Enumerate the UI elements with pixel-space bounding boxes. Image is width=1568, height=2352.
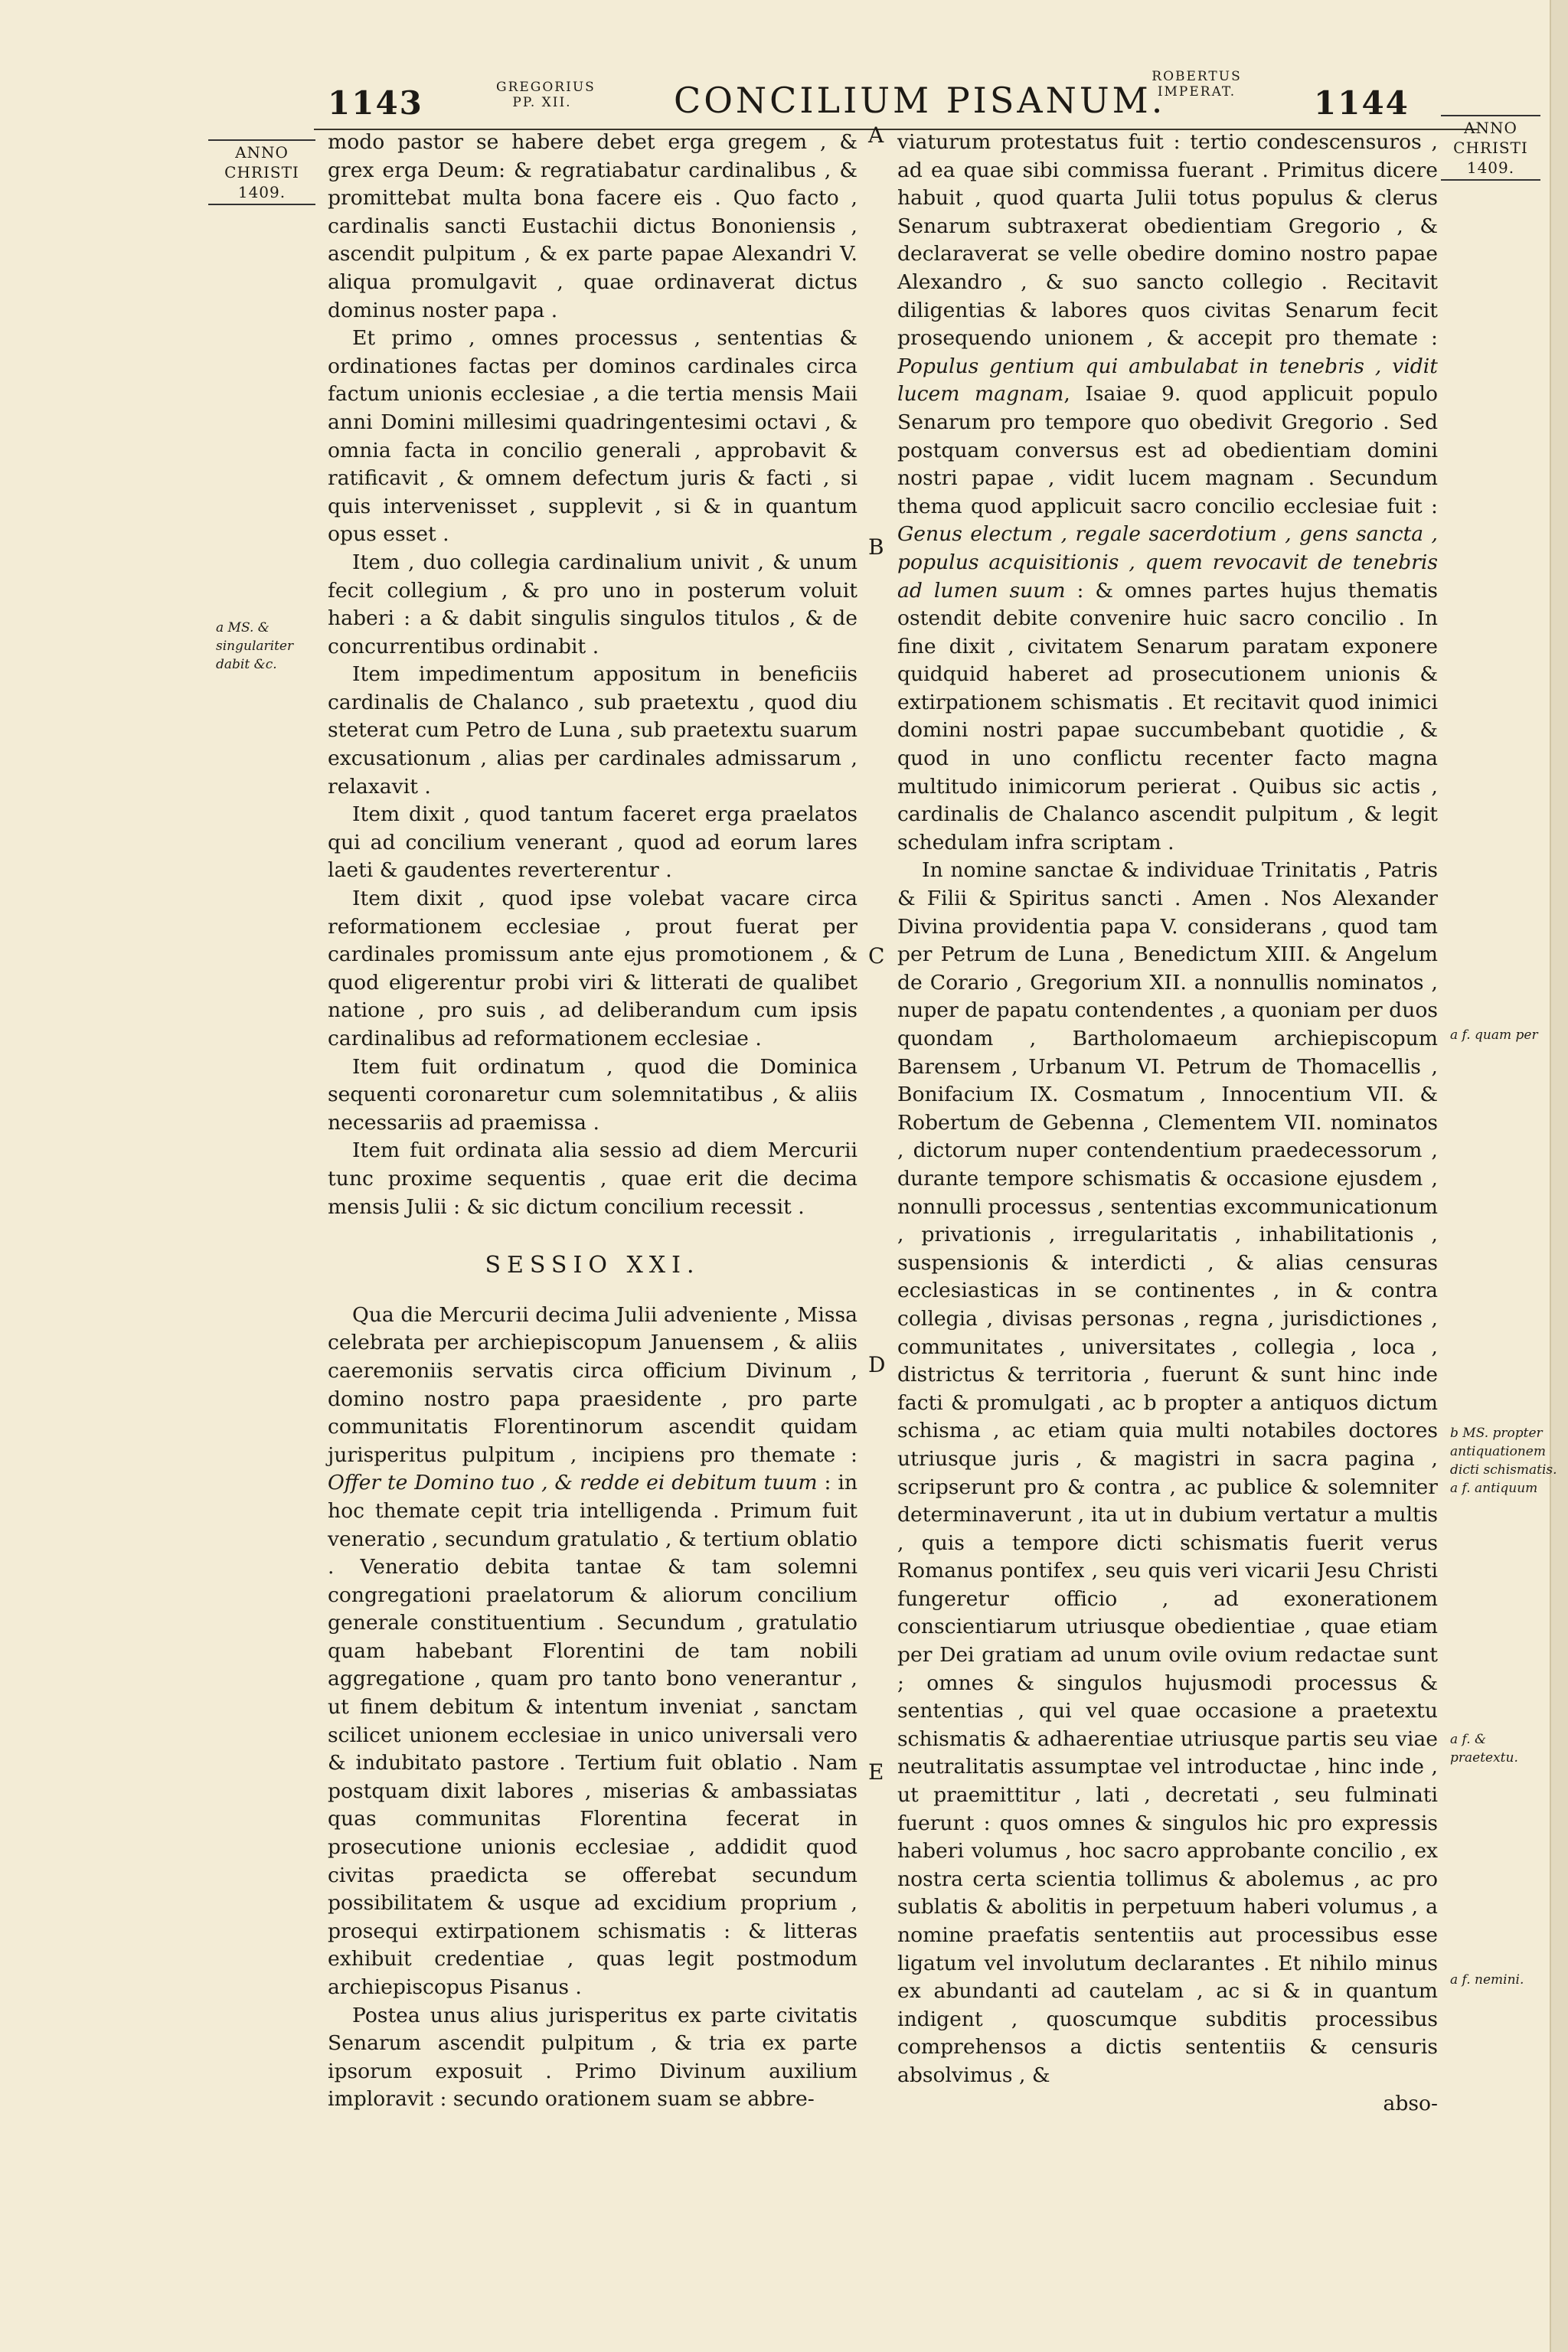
margin-note-right-1: a f. quam per <box>1450 1027 1538 1043</box>
catchword: abso- <box>1383 2091 1438 2115</box>
margin-note-right-4: a f. nemini. <box>1450 1972 1524 1988</box>
paragraph: Et primo , omnes processus , sententias & ordinationes factas per dominos cardinales circa factum unionis ecclesiae , a die tertia mensis Maii anni Domini millesimi quadringentesimi octavi , & omnia facta in concilio generali , approbavit & ratificavit , & omnem defectum juris & facti , si quis intervenisset , supplevit , si & in quantum opus esset . <box>328 326 858 547</box>
paragraph: Item dixit , quod tantum faceret erga praelatos qui ad concilium venerant , quod ad eorum lares laeti & gaudentes reverterentur . <box>328 802 858 883</box>
text-run: , Isaiae 9. quod applicuit populo Senarum pro tempore quo obedivit Gregorio . Sed postquam conversus est ad obedientiam domini nostri papae , vidit lucem magnam . Secundum thema quod applicuit sacro concilio ecclesiae fuit : <box>897 382 1438 518</box>
left-page-number: 1143 <box>328 84 423 122</box>
theme-quote: Populus gentium qui ambulabat in tenebris , vidit lucem magnam <box>897 354 1438 407</box>
right-year-label: ANNO CHRISTI 1409. <box>1441 115 1540 181</box>
text-run: viaturum protestatus fuit : tertio condescensuros , ad ea quae sibi commissa fuerant . Primitus dicere habuit , quod quarta Julii totus populus & clerus Senarum subtraxerat obedientiam Gregorio , & declaraverat se velle obedire domino nostro papae Alexandro , & suo sancto collegio . Recitavit diligentias & labores quos civitas Senarum fecit prosequendo unionem , & accepit pro themate : <box>897 130 1438 351</box>
text-run: Qua die Mercurii decima Julii adveniente , Missa celebrata per archiepiscopum Januensem , & aliis caeremoniis servatis circa officium Divinum , domino nostro papa praesidente , pro parte communitatis Florentinorum ascendit quidam jurisperitus pulpitum , incipiens pro themate : <box>328 1302 858 1467</box>
paragraph <box>897 129 1438 857</box>
left-column <box>328 129 858 2114</box>
theme-quote: Offer te Domino tuo , & redde ei debitum tuum <box>328 1471 818 1495</box>
section-marker-d: D <box>868 1352 886 1377</box>
paragraph: Postea unus alius jurisperitus ex parte civitatis Senarum ascendit pulpitum , & tria ex parte ipsorum exposuit . Primo Divinum auxilium imploravit : secundo orationem suam se abbre- <box>328 2003 858 2112</box>
text-run: : & omnes partes hujus thematis ostendit debite convenire huic sacro concilio . In fine dixit , civitatem Senarum paratam exponere quidquid haberet ad prosecutionem unionis & extirpationem schismatis . Et recitavit quod inimici domini nostri papae succumbebant quotidie , & quod in uno conflictu recenter facto magna multitudo inimicorum perierat . Quibus sic actis , cardinalis de Chalanco ascendit pulpitum , & legit schedulam infra scriptam . <box>897 578 1438 854</box>
left-year-margin <box>208 139 315 205</box>
section-marker-b: B <box>868 534 884 560</box>
paragraph: Item , duo collegia cardinalium univit , & unum fecit collegium , & pro uno in posterum voluit haberi : a & dabit singulis singulos titulos , & de concurrentibus ordinabit . <box>328 550 858 658</box>
right-year-margin <box>1441 115 1540 181</box>
right-page-number: 1144 <box>1314 84 1410 122</box>
margin-note-right-2: b MS. propter antiquationem dicti schismatis. a f. antiquum <box>1450 1426 1557 1496</box>
paragraph <box>328 1302 858 2002</box>
next-page-edge <box>1550 0 1568 2352</box>
text-run: : in hoc themate cepit tria intelligenda . Primum fuit veneratio , secundum gratulatio , & tertium oblatio . Veneratio debita tantae & tam solemni congregationi praelatorum & aliorum concilium generale constituentium . Secundum , gratulatio quam habebant Florentini de tam nobili aggregatione , quam pro tanto bono venerantur , ut finem debitum & intentum inveniat , sanctam scilicet unionem ecclesiae in unico universali vero & indubitato pastore . Tertium fuit oblatio . Nam postquam dixit labores , miserias & ambassiatas quas communitas Florentina fecerat in prosecutione unionis ecclesiae , addidit quod civitas praedicta se offerebat secundum possibilitatem & usque ad excidium proprium , prosequi extirpationem schismatis : & litteras exhibuit credentiae , quas legit postmodum archiepiscopus Pisanus . <box>328 1471 858 1999</box>
margin-note-left: a MS. & singulariter dabit &c. <box>216 620 294 672</box>
paragraph: In nomine sanctae & individuae Trinitatis , Patris & Filii & Spiritus sancti . Amen . Nos Alexander Divina providentia papa V. considerans , quod tam per Petrum de Luna , Benedictum XIII. & Angelum de Corario , Gregorium XII. a nonnullis nominatos , nuper de papatu contendentes , a quoniam per duos quondam , Bartholomaeum archiepiscopum Barensem , Urbanum VI. Petrum de Thomacellis , Bonifacium IX. Cosmatum , Innocentium VII. & Robertum de Gebenna , Clementem VII. nominatos , dictorum nuper contendentium praedecessorum , durante tempore schismatis & occasione ejusdem , nonnulli processus , sententias excommunicationum , privationis , irregularitatis , inhabilitationis , suspensionis & interdicti , & alias censuras ecclesiasticas in se continentes , in & contra collegia , divisas personas , regna , jurisdictiones , communitates , universitates , collegia , loca , districtus & territoria , fuerunt & sunt hinc inde facti & promulgati , ac b propter a antiquos dictum schisma , ac etiam quia multi notabiles doctores utriusque juris , & magistri in sacra pagina , scripserunt pro & contra , ac publice & solemniter determinaverunt , ita ut in dubium vertatur a multis , quis a tempore dicti schismatis fuerit verus Romanus pontifex , seu quis veri vicarii Jesu Christi fungeretur officio , ad exonerationem conscientiarum utriusque obedientiae , quae etiam per Dei gratiam ad unum ovile ovium redactae sunt ; omnes & singulos hujusmodi processus & sententias , qui vel quae occasione a praetextu schismatis & adhaerentiae utriusque partis seu viae neutralitatis assumptae vel introductae , hinc inde , ut praemittitur , lati , decretati , seu fulminati fuerunt : quos omnes & singulos hic pro expressis haberi volumus , hoc sacro approbante concilio , ex nostra certa scientia tollimus & abolemus , ac pro sublatis & abolitis in perpetuum haberi volumus , a nomine praefatis sententiis aut processibus esse ligatum vel involutum declarantes . Et nihilo minus ex abundanti ad cautelam , ac si & in quantum indigent , quoscumque subditis processibus comprehensos a dictis sententiis & censuris absolvimus , & <box>897 858 1438 2087</box>
section-marker-a: A <box>868 122 884 148</box>
page-title: CONCILIUM PISANUM. <box>674 80 1166 121</box>
paragraph: Item fuit ordinatum , quod die Dominica sequenti coronaretur cum solemnitatibus , & aliis necessariis ad praemissa . <box>328 1054 858 1135</box>
paragraph: Item fuit ordinata alia sessio ad diem Mercurii tunc proxime sequentis , quae erit die decima mensis Julii : & sic dictum concilium recessit . <box>328 1138 858 1219</box>
section-marker-c: C <box>868 943 885 969</box>
theme-quote: Genus electum , regale sacerdotium , gens sancta , populus acquisitionis , quem revocavit de tenebris ad lumen suum <box>897 522 1438 603</box>
paragraph: Item dixit , quod ipse volebat vacare circa reformationem ecclesiae , prout fuerat per cardinales promissum ante ejus promotionem , & quod eligerentur probi viri & litterati de qualibet natione , pro suis , ad deliberandum cum ipsis cardinalibus ad reformationem ecclesiae . <box>328 887 858 1050</box>
right-column <box>897 129 1438 2118</box>
paragraph: Item impedimentum appositum in beneficiis cardinalis de Chalanco , sub praetextu , quod diu steterat cum Petro de Luna , sub praetextu suarum excusationum , alias per cardinales admissarum , relaxavit . <box>328 662 858 799</box>
running-header <box>0 67 1568 129</box>
left-year-label: ANNO CHRISTI 1409. <box>208 139 315 205</box>
right-running-head: ROBERTUS IMPERAT. <box>1152 69 1242 100</box>
section-marker-e: E <box>868 1759 884 1785</box>
session-heading: SESSIO XXI. <box>485 1252 701 1279</box>
margin-note-right-3: a f. & praetextu. <box>1450 1732 1518 1766</box>
paragraph: modo pastor se habere debet erga gregem , & grex erga Deum: & regratiabatur cardinalibus , & promittebat multa bona facere eis . Quo facto , cardinalis sancti Eustachii dictus Bononiensis , ascendit pulpitum , & ex parte papae Alexandri V. aliqua promulgavit , quae ordinaverat dictus dominus noster papa . <box>328 130 858 322</box>
left-running-head: GREGORIUS PP. XII. <box>496 80 596 110</box>
